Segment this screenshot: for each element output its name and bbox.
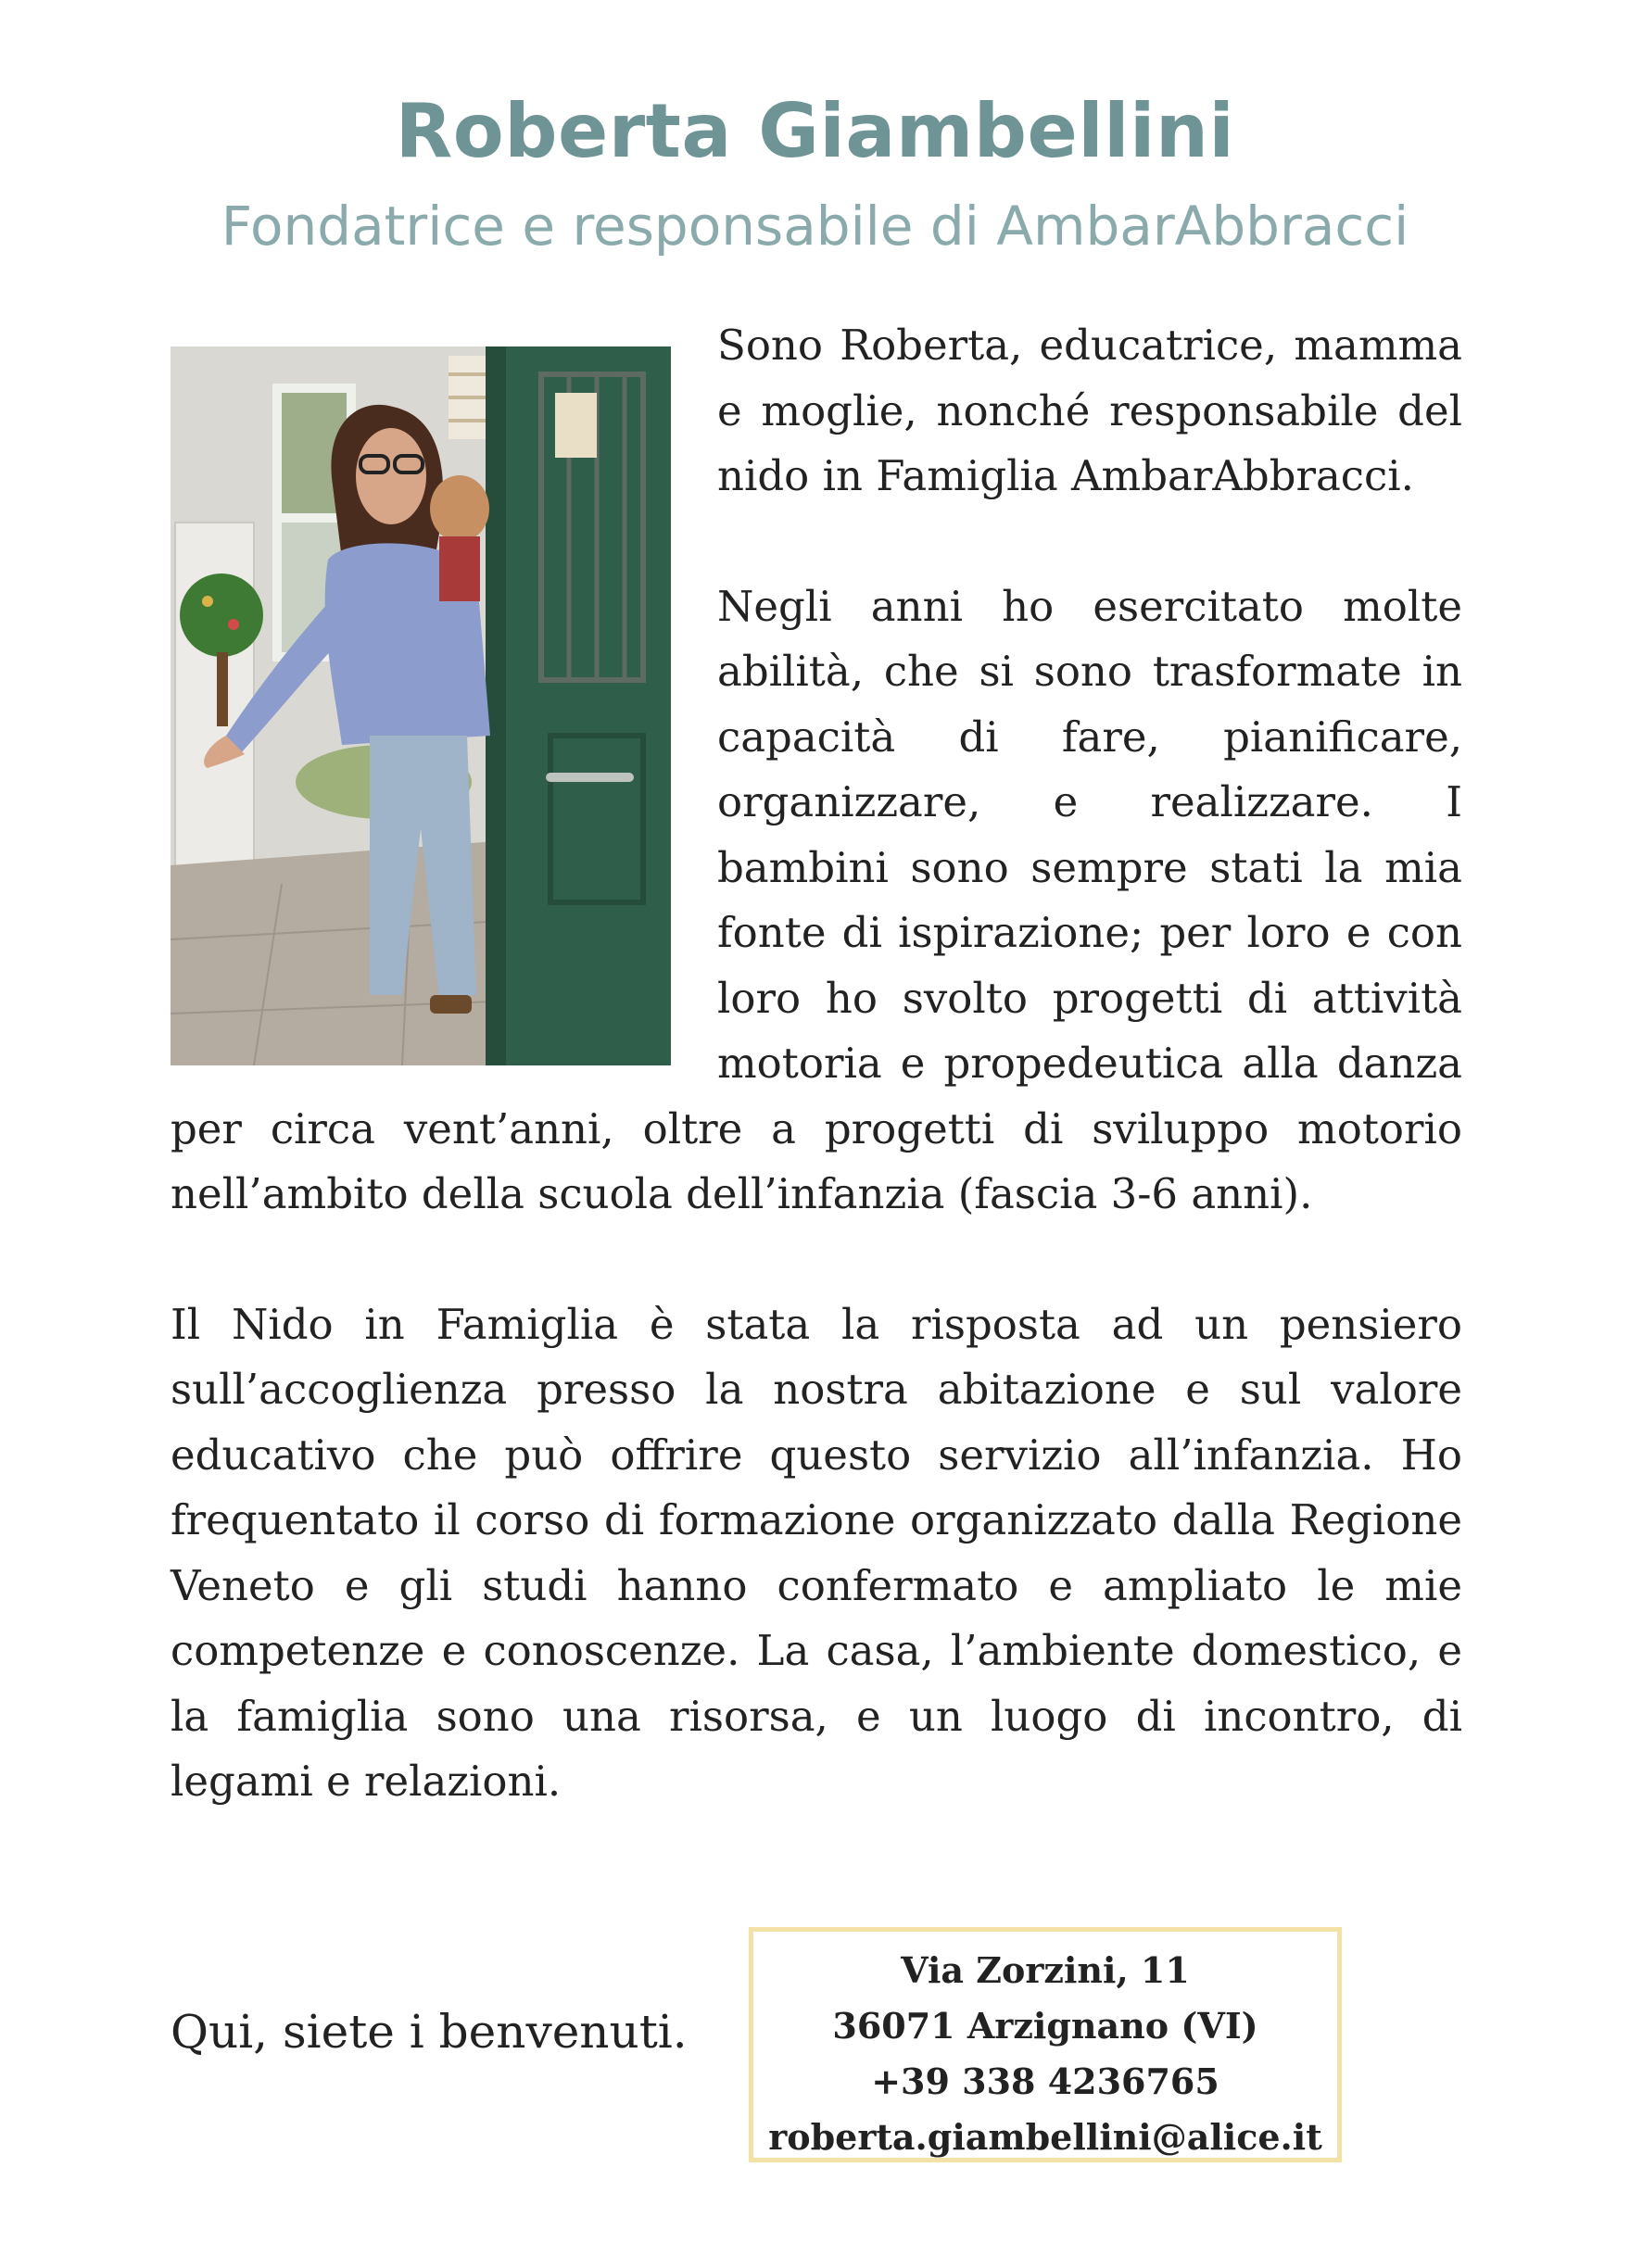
portrait-photo bbox=[171, 346, 671, 1065]
paragraph-nido: Il Nido in Famiglia è stata la risposta ad un pensiero sull’accoglienza presso la nostra abitazione e sul valore educativo che può offrire questo servizio all’infanzia. Ho frequentato il corso di formazione organizzato dalla Regione Veneto e gli studi hanno confermato e ampliato le mie competenze e conoscenze. La casa, l’ambiente domestico, e la famiglia sono una risorsa, e un luogo di incontro, di legami e relazioni. bbox=[171, 1299, 1462, 1806]
paragraph-intro: Sono Roberta, educatrice, mamma e moglie, nonché responsabile del nido in Famiglia AmbarAbbracci. bbox=[717, 321, 1462, 500]
portrait-photo-icon bbox=[171, 346, 671, 1065]
contact-street: Via Zorzini, 11 bbox=[901, 1949, 1190, 1991]
page-title: Roberta Giambellini bbox=[395, 88, 1235, 174]
contact-box bbox=[749, 1927, 1342, 2162]
closing-line: Qui, siete i benvenuti. bbox=[171, 2005, 688, 2059]
contact-email[interactable]: roberta.giambellini@alice.it bbox=[768, 2116, 1322, 2158]
page-subtitle: Fondatrice e responsabile di AmbarAbbracci bbox=[221, 195, 1409, 258]
contact-phone[interactable]: +39 338 4236765 bbox=[871, 2060, 1219, 2102]
contact-city: 36071 Arzignano (VI) bbox=[832, 2005, 1258, 2047]
paragraph-experience: Negli anni ho esercitato molte abilità, che si sono trasformate in capacità di fare, pianificare, organizzare, e realizzare. I bambini sono sempre stati la mia fonte di ispirazione; per loro e con loro ho svolto progetti di attività motoria e propedeutica alla danza per circa vent’anni, oltre a progetti di sviluppo motorio nell’ambito della scuola dell’infanzia (fascia 3-6 anni). bbox=[171, 581, 1462, 1218]
